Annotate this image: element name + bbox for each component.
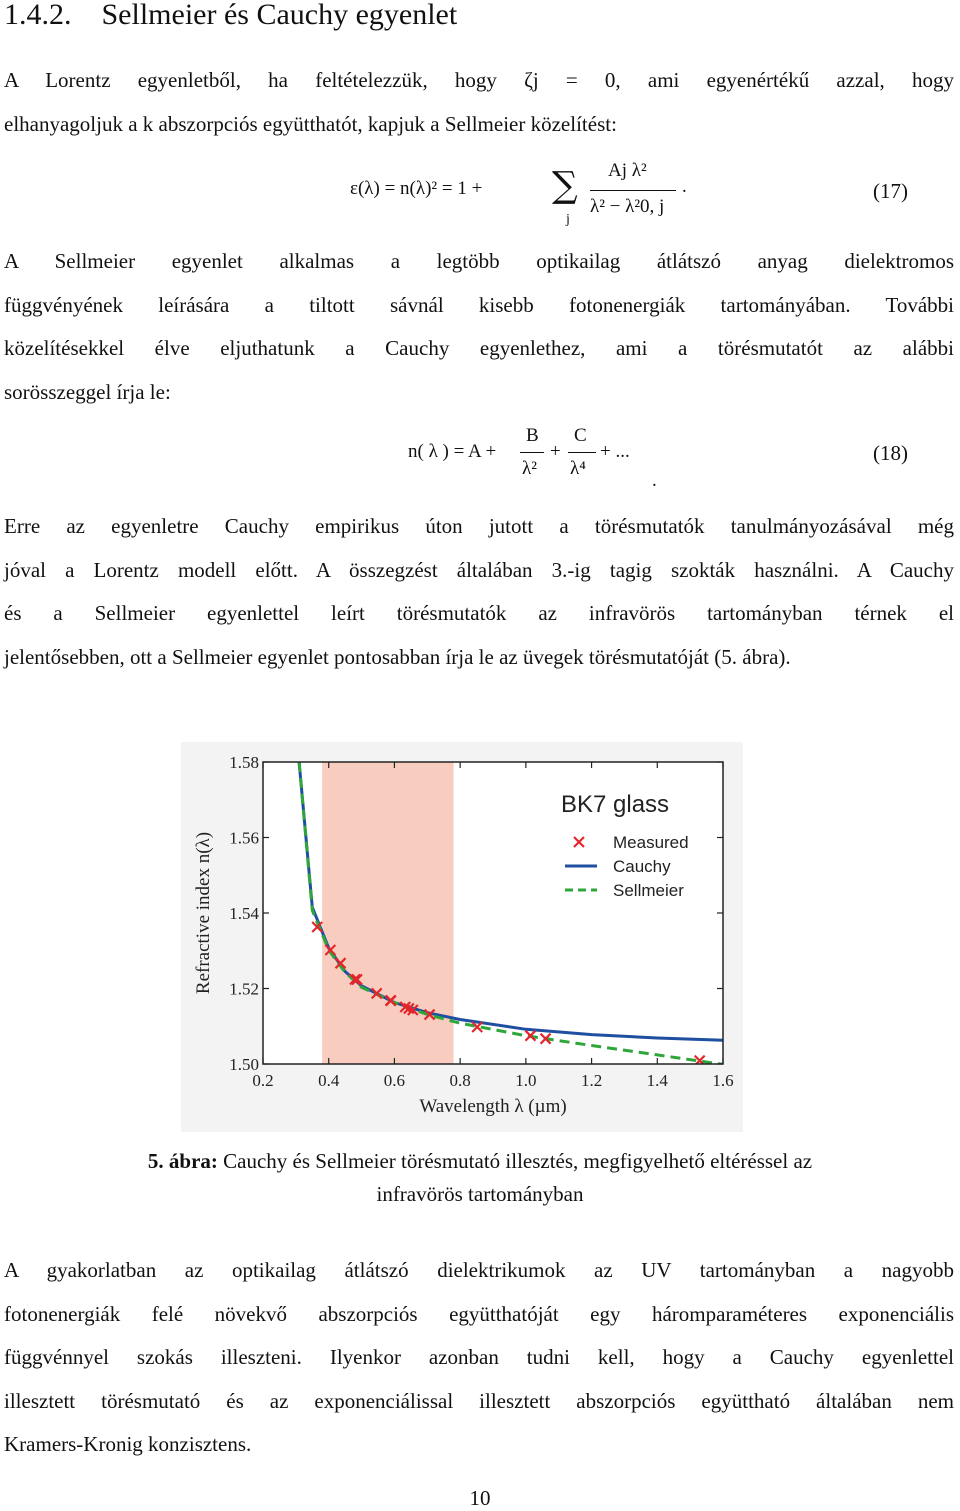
caption-line <box>0 1145 960 1178</box>
text-line: A gyakorlatban az optikailag átlátszó dielektrikumok az UV tartományban a nagyobb <box>4 1258 954 1282</box>
x-tick-label: 1.2 <box>580 1071 603 1090</box>
x-axis-label: Wavelength λ (µm) <box>419 1096 567 1117</box>
fraction-c-numerator: C <box>574 425 587 446</box>
x-tick-label: 1.6 <box>712 1071 734 1090</box>
summation-icon: ∑ <box>552 165 578 206</box>
caption-text: Cauchy és Sellmeier törésmutató illesztés, megfigyelhető eltéréssel az <box>217 1149 813 1173</box>
text-line: közelítésekkel élve eljuthatunk a Cauchy egyenlethez, ami a törésmutatót az alábbi <box>4 336 954 360</box>
caption-label: 5. ábra: <box>147 1149 218 1173</box>
text-line: Erre az egyenletre Cauchy empirikus úton jutott a törésmutatók tanulmányozásával még <box>4 514 954 538</box>
equation-18-period: . <box>652 470 657 491</box>
text-line: sorösszeggel írja le: <box>4 379 171 404</box>
figure-caption <box>0 1145 960 1211</box>
x-tick-label: 0.4 <box>318 1071 340 1090</box>
text-line: függvénnyel szokás illeszteni. Ilyenkor azonban tudni kell, hogy a Cauchy egyenlettel <box>4 1345 954 1369</box>
sum-index: j <box>566 212 570 227</box>
paragraph-lorentz <box>4 59 954 146</box>
equation-17-numerator: Aj λ² <box>608 160 647 181</box>
text-line: A Sellmeier egyenlet alkalmas a legtöbb optikailag átlátszó anyag dielektromos <box>4 249 954 273</box>
legend-label-sellmeier: Sellmeier <box>613 881 684 900</box>
x-tick-label: 1.4 <box>646 1071 668 1090</box>
figure-bk7-chart <box>181 742 743 1132</box>
equation-18-lhs: n( λ ) = A + <box>408 441 497 462</box>
y-tick-label: 1.58 <box>229 753 259 772</box>
fraction-bar <box>520 452 544 453</box>
x-tick-label: 0.8 <box>449 1071 471 1090</box>
text-line: Kramers-Kronig konzisztens. <box>4 1432 252 1456</box>
chart-title: BK7 glass <box>561 791 670 818</box>
equation-17-denominator: λ² − λ²0, j <box>590 196 665 217</box>
paragraph-uv <box>4 1249 954 1467</box>
equation-17-period: . <box>682 176 687 197</box>
page-number: 10 <box>469 1486 491 1510</box>
y-tick-label: 1.56 <box>229 828 259 848</box>
fraction-bar <box>590 190 676 191</box>
legend-label-cauchy: Cauchy <box>613 857 671 876</box>
equation-17-number: (17) <box>873 179 908 203</box>
text-line: fotonenergiák felé növekvő abszorpciós együtthatóját egy háromparaméteres exponenciális <box>4 1301 954 1326</box>
x-tick-label: 0.6 <box>383 1071 406 1090</box>
paragraph-sellmeier <box>4 240 954 414</box>
text-line: A Lorentz egyenletből, ha feltételezzük, hogy ζj = 0, ami egyenértékű azzal, hogy <box>4 68 954 92</box>
plus-sign: + <box>550 441 561 462</box>
x-tick-label: 0.2 <box>252 1071 274 1090</box>
equation-17-lhs: ε(λ) = n(λ)² = 1 + <box>350 178 483 199</box>
text-line: jelentősebben, ott a Sellmeier egyenlet pontosabban írja le az üvegek törésmutatóját (5. ábra). <box>4 644 791 669</box>
series-continuation: + ... <box>600 441 630 462</box>
fraction-b-numerator: B <box>526 425 539 446</box>
fraction-bar <box>568 452 596 453</box>
text-line: és a Sellmeier egyenlettel leírt törésmutatók az infravörös tartományban térnek el <box>4 601 954 625</box>
legend-label-measured: Measured <box>613 833 689 852</box>
fraction-c-denominator: λ⁴ <box>570 458 586 479</box>
y-tick-label: 1.54 <box>229 904 259 923</box>
text-line: függvényének leírására a tiltott sávnál kisebb fotonenergiák tartományában. További <box>4 292 954 317</box>
text-line: illesztett törésmutató és az exponenciálissal illesztett abszorpciós együttható általában nem <box>4 1388 954 1413</box>
text-line: jóval a Lorentz modell előtt. A összegzést általában 3.-ig tagig szokták használni. A Cauchy <box>4 557 954 582</box>
text-line: elhanyagoljuk a k abszorpciós együtthatót, kapjuk a Sellmeier közelítést: <box>4 111 617 136</box>
caption-line-2: infravörös tartományban <box>376 1182 584 1206</box>
chart-svg <box>181 742 743 1132</box>
section-heading: 1.4.2. Sellmeier és Cauchy egyenlet <box>4 0 458 31</box>
x-tick-label: 1.0 <box>515 1071 537 1090</box>
y-tick-label: 1.50 <box>229 1055 259 1074</box>
paragraph-cauchy <box>4 505 954 679</box>
equation-18-number: (18) <box>873 441 908 465</box>
y-tick-label: 1.52 <box>229 979 259 999</box>
fraction-b-denominator: λ² <box>522 458 537 479</box>
y-axis-label: Refractive index n(λ) <box>193 831 214 995</box>
